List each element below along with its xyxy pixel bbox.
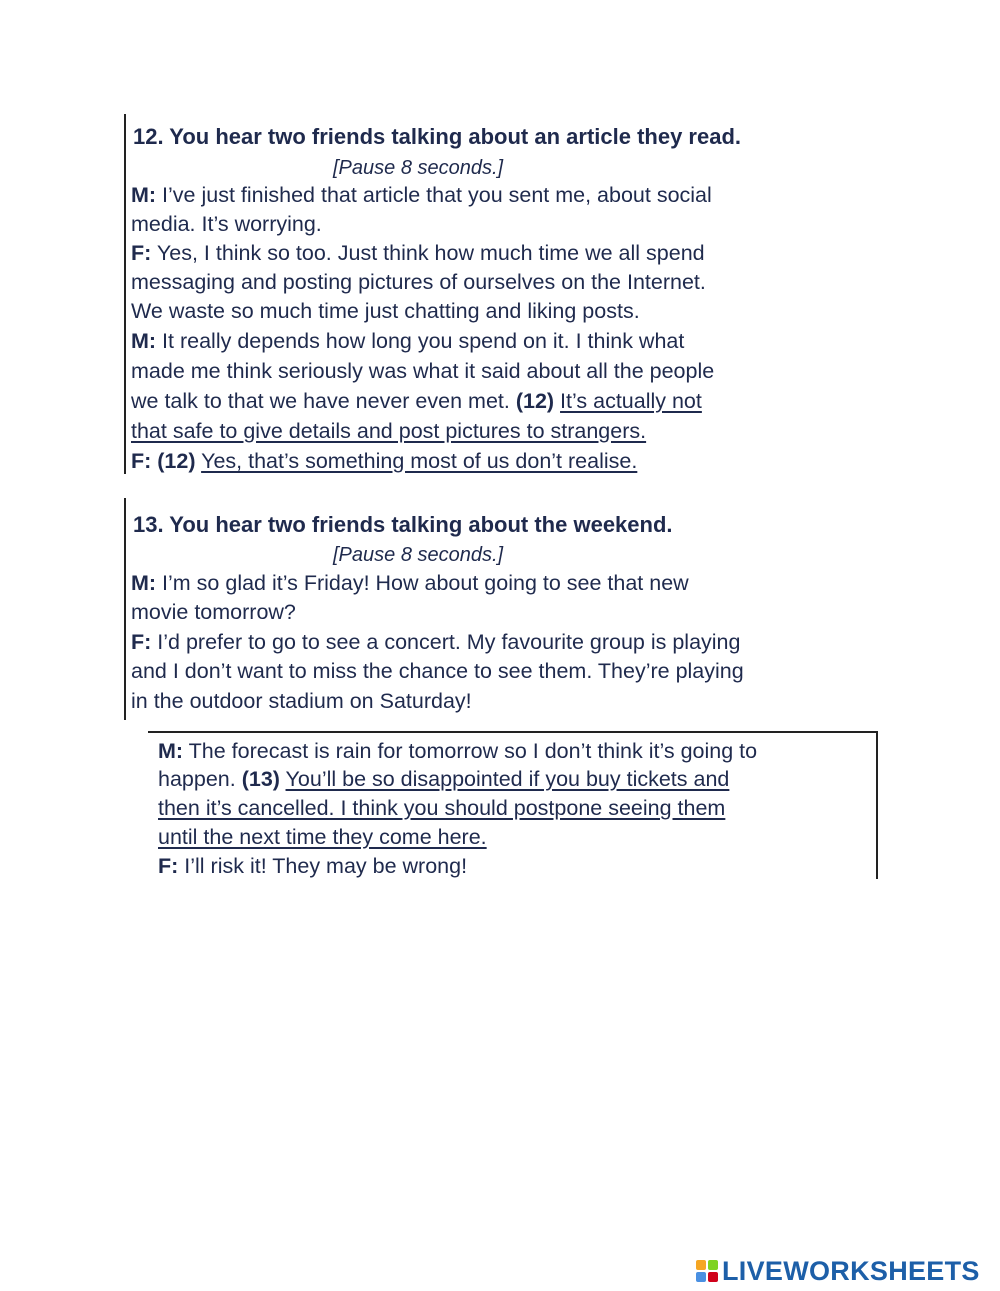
q13-answer-part-2: then it’s cancelled. I think you should postpone seeing them xyxy=(158,796,726,820)
q12-line-2: media. It’s worrying. xyxy=(131,212,322,236)
q13b-right-rule xyxy=(876,731,878,879)
q13-answer-part-1: You’ll be so disappointed if you buy tickets and xyxy=(285,767,730,791)
q12-line-4: messaging and posting pictures of ourselves on the Internet. xyxy=(131,270,706,294)
q13-answer-part-3: until the next time they come here. xyxy=(158,825,487,849)
q13b-line-5: F: I’ll risk it! They may be wrong! xyxy=(158,854,468,878)
q13-line-2: movie tomorrow? xyxy=(131,600,296,624)
q12-line-9 xyxy=(131,417,646,446)
q12-title: 12. You hear two friends talking about an article they read. xyxy=(133,124,742,149)
q13-pause: [Pause 8 seconds.] xyxy=(333,544,504,566)
q13-line-3: F: I’d prefer to go to see a concert. My favourite group is playing xyxy=(131,630,741,654)
logo-square-1 xyxy=(696,1260,706,1270)
q13b-top-rule xyxy=(148,731,878,733)
q12-left-rule xyxy=(124,114,126,474)
q12-pause: [Pause 8 seconds.] xyxy=(333,157,504,179)
q12-line-8: we talk to that we have never even met. (12) It’s actually not xyxy=(131,389,702,413)
q13-left-rule xyxy=(124,498,126,720)
q13b-line-4 xyxy=(158,823,487,852)
q13-title: 13. You hear two friends talking about the weekend. xyxy=(133,512,673,537)
q12-line-7: made me think seriously was what it said about all the people xyxy=(131,359,715,383)
q12-line-6: M: It really depends how long you spend on it. I think what xyxy=(131,329,685,353)
q13b-line-2: happen. (13) You’ll be so disappointed if you buy tickets and xyxy=(158,767,730,791)
logo-square-3 xyxy=(696,1272,706,1282)
q13-line-1: M: I’m so glad it’s Friday! How about going to see that new xyxy=(131,571,689,595)
q13b-line-3 xyxy=(158,794,725,823)
q13-line-4: and I don’t want to miss the chance to see them. They’re playing xyxy=(131,659,744,683)
q13b-line-1: M: The forecast is rain for tomorrow so I don’t think it’s going to xyxy=(158,739,758,763)
q12-line-10: F: (12) Yes, that’s something most of us don’t realise. xyxy=(131,449,638,473)
logo-square-4 xyxy=(708,1272,718,1282)
logo-square-2 xyxy=(708,1260,718,1270)
liveworksheets-logo xyxy=(696,1257,980,1285)
q12-line-5: We waste so much time just chatting and liking posts. xyxy=(131,299,640,323)
liveworksheets-wordmark: LIVEWORKSHEETS xyxy=(722,1255,980,1286)
q12-line-3: F: Yes, I think so too. Just think how much time we all spend xyxy=(131,241,705,265)
q13-line-5: in the outdoor stadium on Saturday! xyxy=(131,689,472,713)
q12-answer-f: Yes, that’s something most of us don’t realise. xyxy=(201,449,638,473)
q12-line-1: M: I’ve just finished that article that you sent me, about social xyxy=(131,183,712,207)
liveworksheets-grid-icon xyxy=(696,1260,718,1282)
q12-answer-part-1: It’s actually not xyxy=(560,389,702,413)
q12-answer-part-2: that safe to give details and post pictures to strangers. xyxy=(131,419,647,443)
